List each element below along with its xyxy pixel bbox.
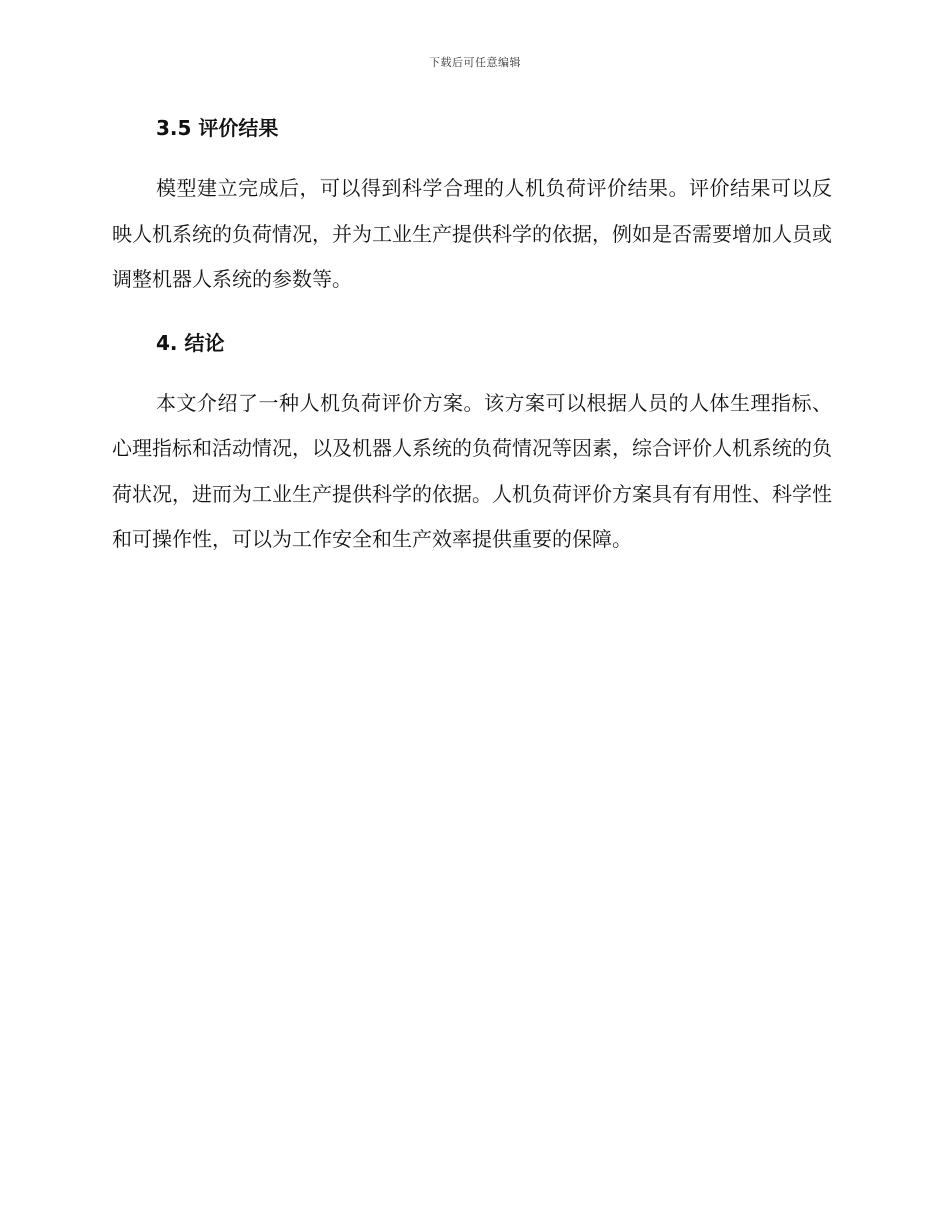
paragraph-evaluation-results: 模型建立完成后，可以得到科学合理的人机负荷评价结果。评价结果可以反映人机系统的负荷情况，并为工业生产提供科学的依据，例如是否需要增加人员或调整机器人系统的参数等。 [112,176,832,291]
document-body [112,108,832,563]
section-heading-evaluation-results: 3.5 评价结果 [156,116,279,140]
header-note: 下载后可任意编辑 [429,56,521,69]
paragraph-conclusion: 本文介绍了一种人机负荷评价方案。该方案可以根据人员的人体生理指标、心理指标和活动情况，以及机器人系统的负荷情况等因素，综合评价人机系统的负荷状况，进而为工业生产提供科学的依据。人机负荷评价方案具有有用性、科学性和可操作性，可以为工作安全和生产效率提供重要的保障。 [112,390,832,551]
section-heading-conclusion: 4. 结论 [156,330,225,355]
